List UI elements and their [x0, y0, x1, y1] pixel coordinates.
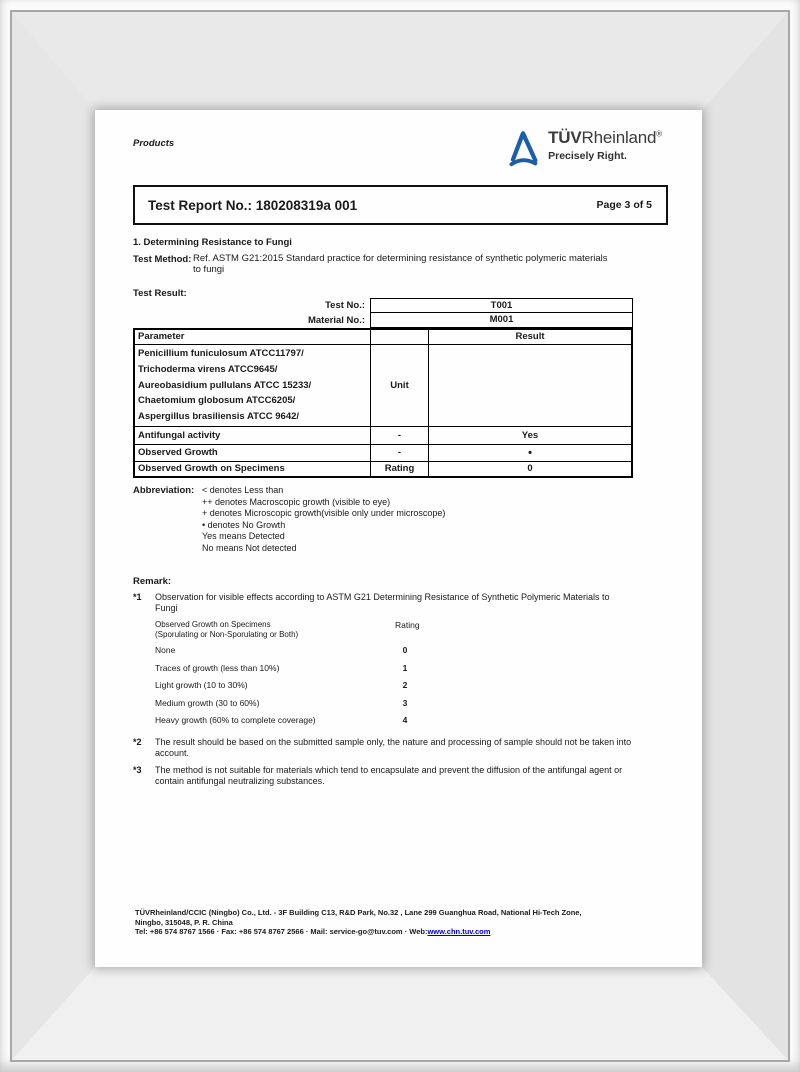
logo-text [548, 128, 662, 162]
organism-line: Trichoderma virens ATCC9645/ [138, 363, 278, 375]
organism-line: Chaetomium globosum ATCC6205/ [138, 395, 296, 407]
rating-row [155, 680, 455, 690]
rating-value: 4 [402, 715, 408, 725]
remark-text: The method is not suitable for materials which tend to encapsulate and prevent the diffusion of the antifungal agent or contain antifungal neutralizing substances. [155, 765, 623, 786]
organism-line: Penicillium funiculosum ATCC11797/ [138, 348, 304, 359]
organisms-list [135, 345, 371, 426]
section-fungi [133, 237, 648, 299]
unit-cell: - [371, 445, 429, 461]
test-no-value: T001 [370, 298, 633, 313]
abbreviation-line: • denotes No Growth [202, 519, 286, 530]
abbreviation-line: ++ denotes Macroscopic growth (visible to eye) [202, 496, 391, 507]
rating-header-right: Rating [395, 620, 420, 630]
remark-item [133, 592, 653, 614]
organisms-row [135, 345, 631, 427]
table-row [135, 445, 631, 462]
brand-name [548, 128, 662, 148]
logo-tagline: Precisely Right. [548, 150, 627, 162]
abbreviation-block [133, 485, 445, 554]
abbreviation-line: No means Not detected [202, 542, 297, 553]
footer-address-line1: TÜVRheinland/CCIC (Ningbo) Co., Ltd. - 3F Building C13, R&D Park, No.32 , Lane 299 Guanghua Road, National Hi-Tech Zone, [135, 908, 582, 917]
result-table [133, 298, 633, 478]
remark-item [133, 765, 653, 787]
remark-label: Remark: [133, 576, 172, 587]
report-number-bar [133, 185, 668, 225]
table-row [135, 427, 631, 445]
remark-marker: *1 [133, 592, 142, 602]
rating-header-line2: (Sporulating or Non-Sporulating or Both) [155, 629, 299, 639]
rating-value: 3 [402, 697, 408, 708]
organism-line: Aureobasidium pullulans ATCC 15233/ [138, 379, 312, 391]
unit-header-empty [371, 330, 429, 344]
brand-tuv: TÜV [548, 128, 582, 147]
rating-row [155, 698, 455, 708]
parameter-header: Parameter [135, 330, 371, 344]
page-footer [135, 908, 680, 937]
result-header: Result [515, 331, 545, 342]
test-result-label: Test Result: [133, 288, 187, 299]
rating-label: Heavy growth (60% to complete coverage) [155, 715, 316, 725]
abbreviation-lines [202, 485, 445, 554]
unit-cell: Rating [371, 462, 429, 476]
abbreviation-line: < denotes Less than [202, 485, 284, 495]
result-cell: 0 [527, 463, 533, 474]
tuv-triangle-icon [506, 128, 540, 168]
website-link[interactable]: www.chn.tuv.com [427, 927, 491, 936]
rating-label: Light growth (10 to 30%) [155, 680, 248, 690]
report-number: Test Report No.: 180208319a 001 [148, 197, 358, 213]
result-cell: Yes [521, 430, 539, 441]
remark-text: Observation for visible effects according to ASTM G21 Determining Resistance of Synthetic Polymeric Materials to Fungi [155, 592, 610, 613]
rating-table [155, 620, 455, 725]
parameter-cell: Antifungal activity [135, 427, 371, 444]
brand-rheinland: Rheinland [581, 128, 657, 147]
rating-row [155, 715, 455, 725]
result-table-grid [133, 328, 633, 478]
remark-text: The result should be based on the submitted sample only, the nature and processing of sample should not be taken into account. [155, 737, 632, 758]
footer-address-line2: Ningbo, 315048, P. R. China [135, 917, 233, 927]
remark-item [133, 737, 653, 759]
rating-value: 2 [402, 680, 408, 690]
rating-row [155, 645, 455, 655]
material-no-row [133, 313, 633, 328]
test-method-row [133, 254, 648, 275]
rating-value: 1 [402, 662, 408, 673]
test-method-label: Test Method: [133, 254, 192, 265]
rating-header-line1: Observed Growth on Specimens [155, 620, 271, 629]
products-label: Products [133, 138, 175, 149]
result-cell: • [528, 447, 532, 459]
abbreviation-line: + denotes Microscopic growth(visible only under microscope) [202, 508, 446, 518]
tuv-rheinland-logo [506, 128, 662, 168]
rating-value: 0 [402, 645, 408, 655]
test-no-label: Test No.: [325, 300, 365, 311]
page-indicator: Page 3 of 5 [596, 199, 652, 211]
abbreviation-label: Abbreviation: [133, 485, 195, 496]
rating-header-left [155, 620, 395, 639]
remark-block [133, 576, 653, 793]
footer-contact-text: Tel: +86 574 8767 1566 · Fax: +86 574 8767 2566 · Mail: service-go@tuv.com · Web: [135, 927, 428, 936]
material-no-value: M001 [370, 313, 633, 328]
parameter-cell: Observed Growth on Specimens [135, 462, 371, 476]
rating-row [155, 663, 455, 673]
report-page [95, 110, 702, 967]
material-no-label: Material No.: [307, 315, 365, 326]
redacted-result-cell [429, 345, 631, 426]
test-method-text: Ref. ASTM G21:2015 Standard practice for determining resistance of synthetic polymeric materials to fungi [193, 253, 608, 275]
page-header [133, 128, 662, 168]
table-row [135, 462, 631, 476]
abbreviation-line: Yes means Detected [202, 531, 285, 541]
rating-label: None [155, 645, 176, 655]
footer-contact-line [135, 927, 680, 937]
section-heading: 1. Determining Resistance to Fungi [133, 237, 292, 248]
rating-label: Medium growth (30 to 60%) [155, 697, 260, 708]
remark-marker: *3 [133, 765, 142, 775]
remark-marker: *2 [133, 737, 142, 747]
rating-label: Traces of growth (less than 10%) [155, 662, 280, 673]
test-no-row [133, 298, 633, 313]
table-header-row [135, 330, 631, 345]
parameter-cell: Observed Growth [135, 445, 371, 461]
unit-cell: - [371, 427, 429, 444]
organism-line: Aspergillus brasiliensis ATCC 9642/ [138, 411, 300, 423]
unit-cell: Unit [371, 345, 429, 426]
registered-mark: ® [656, 129, 662, 139]
rating-table-header [155, 620, 455, 639]
